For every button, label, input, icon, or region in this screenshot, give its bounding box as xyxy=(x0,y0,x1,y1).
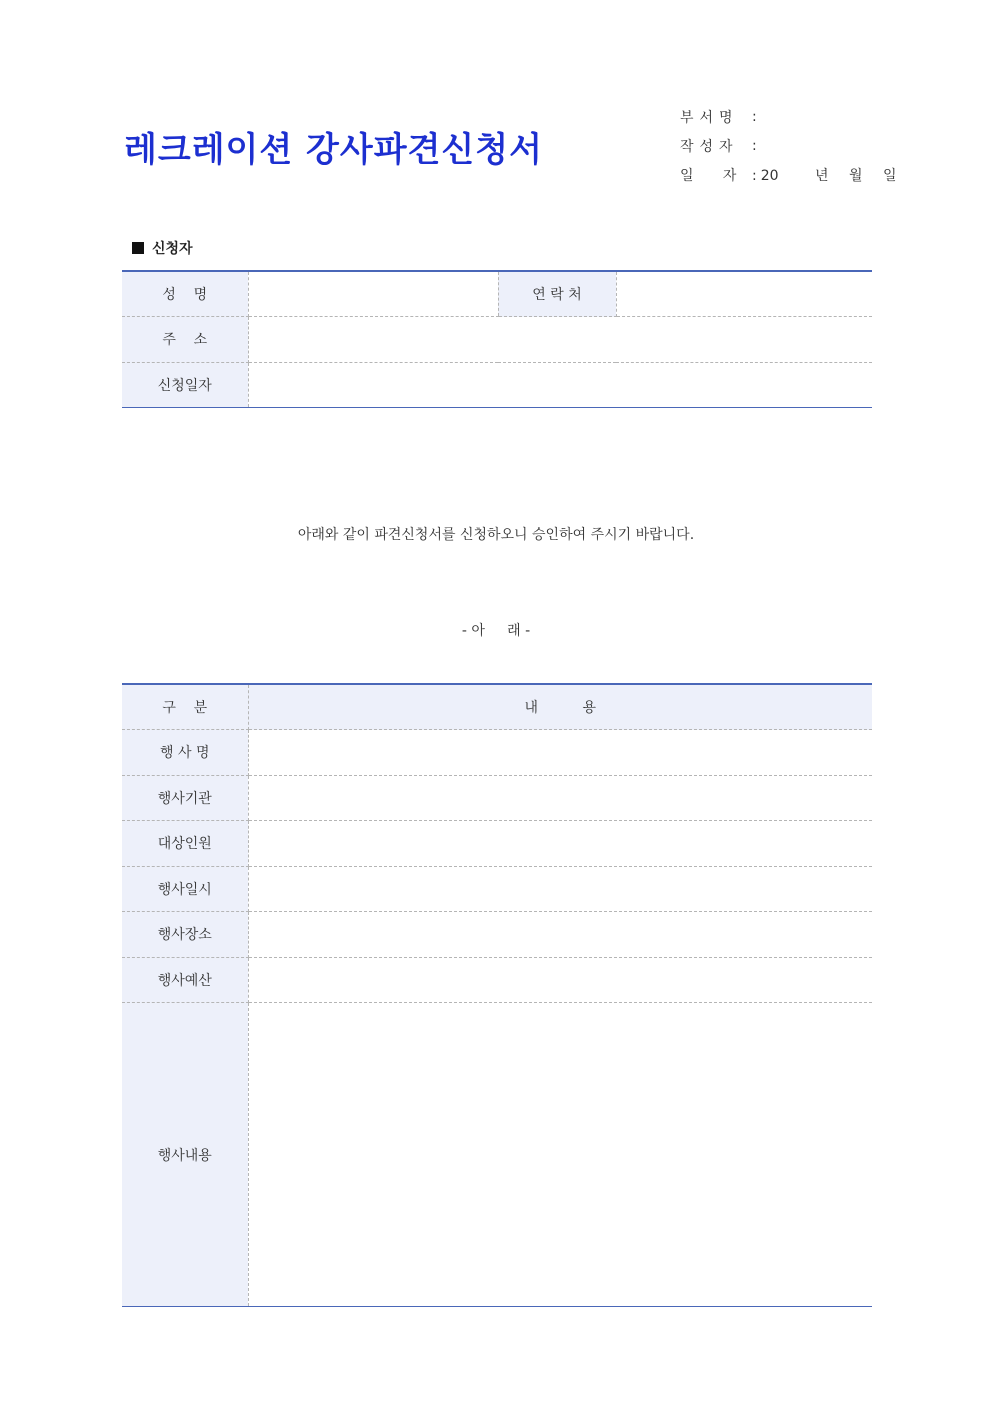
writer-separator: : xyxy=(752,137,757,154)
event-name-label: 행 사 명 xyxy=(122,730,248,776)
meta-date-row xyxy=(680,160,913,189)
applicant-table xyxy=(122,270,872,408)
table-row xyxy=(122,775,872,821)
date-fields xyxy=(752,165,913,185)
document-title: 레크레이션 강사파견신청서 xyxy=(124,130,543,170)
table-row xyxy=(122,317,872,363)
below-marker: - 아 래 - xyxy=(461,623,531,639)
table-row xyxy=(122,957,872,1003)
event-organization-label: 행사기관 xyxy=(122,775,248,821)
target-headcount-field[interactable] xyxy=(248,821,872,867)
contact-label: 연 락 처 xyxy=(498,271,616,317)
name-label: 성 명 xyxy=(122,271,248,317)
meta-writer-row xyxy=(680,131,913,160)
table-row xyxy=(122,866,872,912)
date-separator: : xyxy=(752,167,757,184)
table-header-row xyxy=(122,684,872,730)
table-row xyxy=(122,821,872,867)
event-budget-label: 행사예산 xyxy=(122,957,248,1003)
event-venue-label: 행사장소 xyxy=(122,912,248,958)
event-organization-field[interactable] xyxy=(248,775,872,821)
table-row xyxy=(122,912,872,958)
event-datetime-label: 행사일시 xyxy=(122,866,248,912)
address-label: 주 소 xyxy=(122,317,248,363)
table-row xyxy=(122,271,872,317)
application-date-label: 신청일자 xyxy=(122,362,248,408)
content-header: 내 용 xyxy=(248,684,872,730)
event-content-label: 행사내용 xyxy=(122,1003,248,1307)
department-separator: : xyxy=(752,108,757,125)
square-bullet-icon xyxy=(132,242,144,254)
date-month-unit: 월 xyxy=(848,167,863,184)
event-name-field[interactable] xyxy=(248,730,872,776)
table-row xyxy=(122,730,872,776)
request-sentence: 아래와 같이 파견신청서를 신청하오니 승인하여 주시기 바랍니다. xyxy=(297,527,695,543)
category-header: 구 분 xyxy=(122,684,248,730)
applicant-section-heading xyxy=(132,238,193,258)
address-field[interactable] xyxy=(248,317,872,363)
document-meta xyxy=(680,102,913,189)
target-headcount-label: 대상인원 xyxy=(122,821,248,867)
date-day-unit: 일 xyxy=(882,167,897,184)
meta-department-row xyxy=(680,102,913,131)
table-row xyxy=(122,362,872,408)
details-table xyxy=(122,683,872,1307)
contact-field[interactable] xyxy=(616,271,872,317)
date-year: 20 xyxy=(760,167,779,184)
name-field[interactable] xyxy=(248,271,498,317)
date-label: 일 자 xyxy=(680,167,741,184)
event-venue-field[interactable] xyxy=(248,912,872,958)
writer-label: 작성자 xyxy=(680,138,739,155)
application-date-field[interactable] xyxy=(248,362,872,408)
event-budget-field[interactable] xyxy=(248,957,872,1003)
date-year-unit: 년 xyxy=(815,167,829,184)
department-label: 부서명 xyxy=(680,109,739,126)
applicant-section-title: 신청자 xyxy=(152,241,193,257)
event-datetime-field[interactable] xyxy=(248,866,872,912)
event-content-field[interactable] xyxy=(248,1003,872,1307)
table-row xyxy=(122,1003,872,1307)
